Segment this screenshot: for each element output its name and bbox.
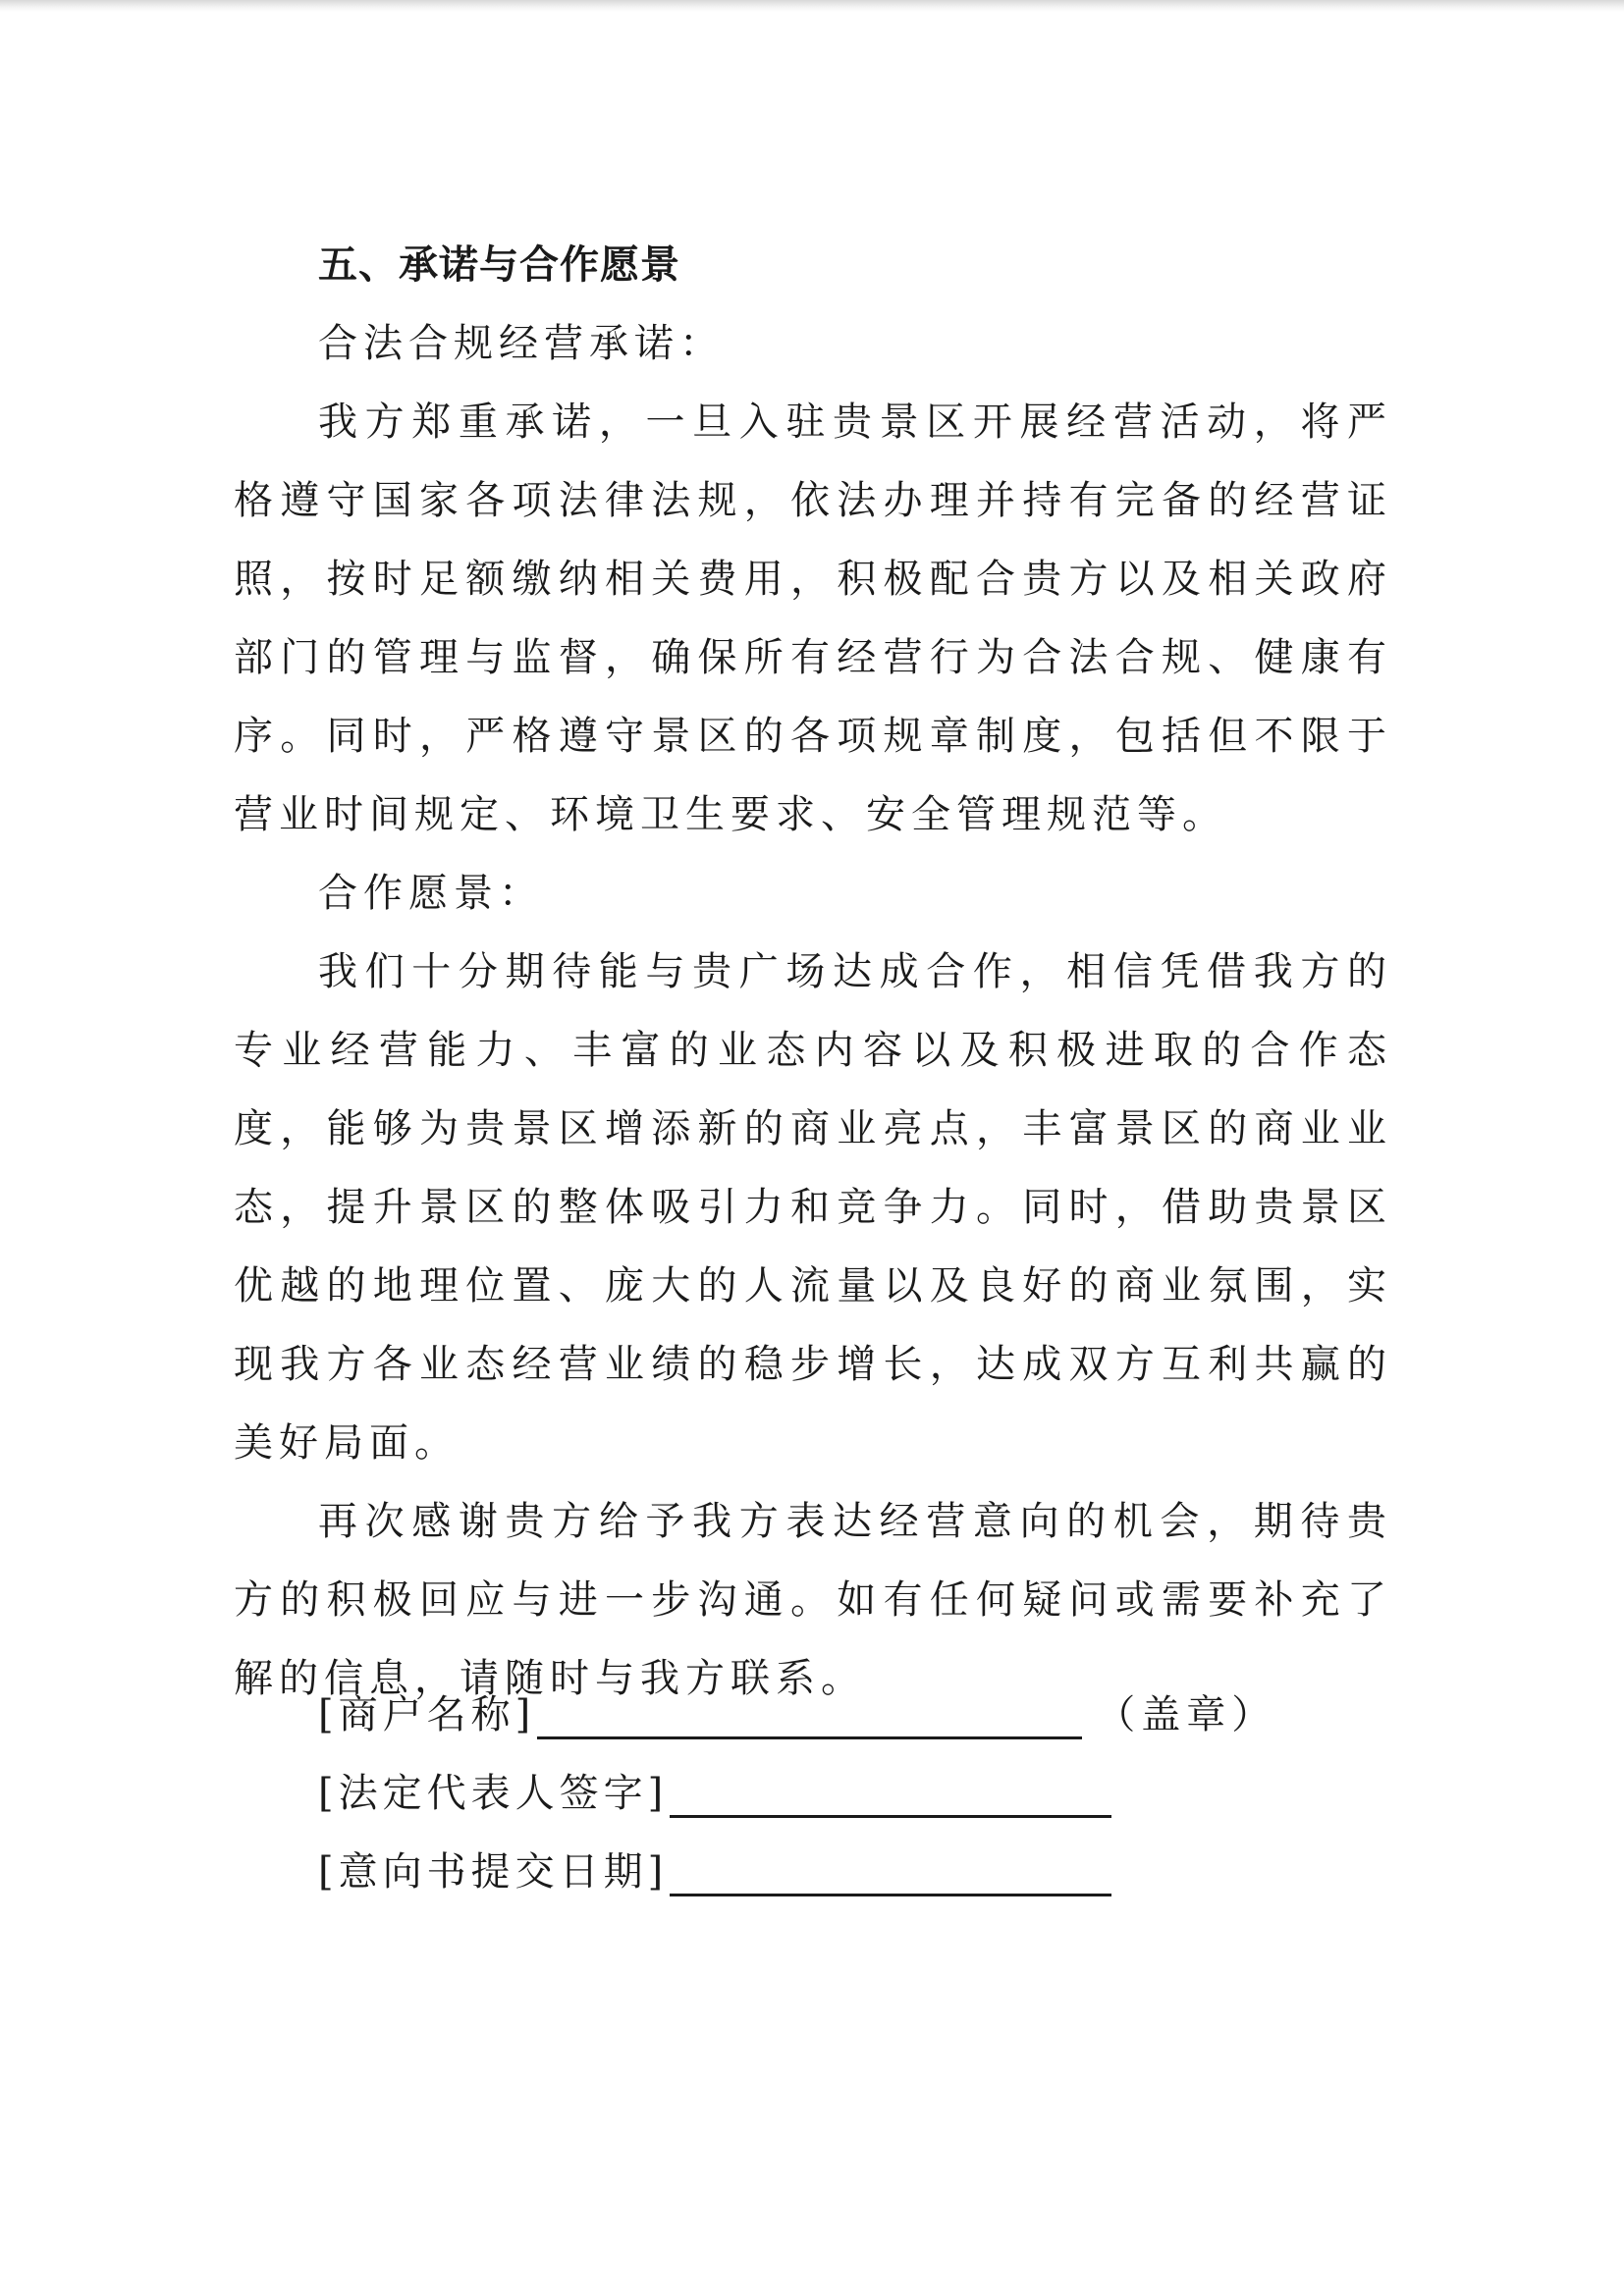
seal-note: （盖章） bbox=[1096, 1692, 1277, 1737]
document-body bbox=[234, 226, 1392, 1718]
compliance-paragraph: 我方郑重承诺，一旦入驻贵景区开展经营活动，将严格遵守国家各项法律法规，依法办理并持有完备的经营证照，按时足额缴纳相关费用，积极配合贵方以及相关政府部门的管理与监督，确保所有经营行为合法合规、健康有序。同时，严格遵守景区的各项规章制度，包括但不限于营业时间规定、环境卫生要求、安全管理规范等。 bbox=[234, 400, 1392, 837]
submit-date-row bbox=[318, 1840, 1300, 1896]
legal-rep-blank[interactable] bbox=[670, 1772, 1111, 1818]
closing-paragraph: 再次感谢贵方给予我方表达经营意向的机会，期待贵方的积极回应与进一步沟通。如有任何疑问或需要补充了解的信息，请随时与我方联系。 bbox=[234, 1499, 1392, 1701]
vision-paragraph: 我们十分期待能与贵广场达成合作，相信凭借我方的专业经营能力、丰富的业态内容以及积极进取的合作态度，能够为贵景区增添新的商业亮点，丰富景区的商业业态，提升景区的整体吸引力和竞争力。同时，借助贵景区优越的地理位置、庞大的人流量以及良好的商业氛围，实现我方各业态经营业绩的稳步增长，达成双方互利共赢的美好局面。 bbox=[234, 949, 1392, 1466]
section-heading: 五、承诺与合作愿景 bbox=[318, 242, 680, 288]
merchant-name-label: [商户名称] bbox=[318, 1692, 536, 1737]
legal-rep-row bbox=[318, 1761, 1300, 1818]
merchant-name-blank[interactable] bbox=[537, 1693, 1082, 1739]
vision-title: 合作愿景： bbox=[318, 871, 544, 916]
signature-block bbox=[318, 1682, 1300, 1918]
merchant-name-row bbox=[318, 1682, 1300, 1739]
submit-date-label: [意向书提交日期] bbox=[318, 1849, 669, 1895]
compliance-title: 合法合规经营承诺： bbox=[318, 321, 725, 366]
submit-date-blank[interactable] bbox=[670, 1850, 1111, 1896]
legal-rep-label: [法定代表人签字] bbox=[318, 1771, 669, 1816]
scan-top-edge bbox=[0, 0, 1624, 12]
